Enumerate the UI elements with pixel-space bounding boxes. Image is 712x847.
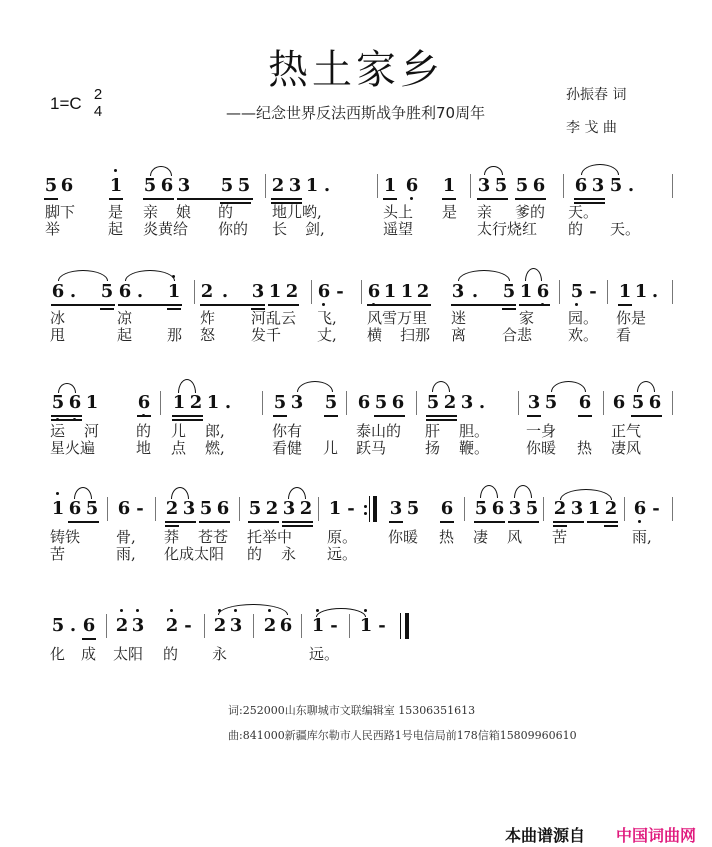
note: 5	[570, 282, 584, 302]
lyric: 一身	[526, 422, 557, 440]
lyric: 雨,	[632, 528, 652, 546]
lyricist-credit: 孙振春 词	[566, 87, 627, 103]
note: 6	[578, 392, 592, 413]
note: 6	[633, 499, 647, 519]
note: 5	[324, 392, 338, 413]
lyric: 看	[616, 326, 632, 344]
note: 6	[51, 281, 65, 302]
note: 1	[383, 175, 397, 196]
lyric: 那	[167, 326, 183, 344]
note: 6	[68, 393, 82, 413]
note: 2	[604, 498, 618, 519]
lyric: 丈,	[317, 326, 337, 344]
lyric: 跃马	[356, 439, 387, 457]
note: 5	[631, 392, 645, 413]
note: 2	[115, 616, 129, 636]
note: 6	[118, 281, 132, 302]
lyricist-address: 词:252000山东聊城市文联编辑室 15306351613	[228, 704, 476, 717]
lyric: 天。	[568, 203, 599, 221]
subtitle: ——纪念世界反法西斯战争胜利70周年	[226, 104, 486, 122]
lyric: 苍苍	[198, 528, 229, 546]
note: 5	[426, 392, 440, 413]
lyric: 太行烧红	[477, 220, 538, 238]
dot: .	[471, 281, 479, 302]
lyric: 河乱云	[251, 309, 297, 327]
dash: -	[330, 615, 338, 636]
dash: -	[136, 498, 144, 519]
note: 2	[299, 498, 313, 519]
lyric: 风	[507, 528, 523, 546]
note: 5	[51, 615, 65, 636]
lyric: 你是	[616, 309, 647, 327]
note: 1	[311, 616, 325, 636]
lyric: 怒	[200, 326, 216, 344]
note: 1	[51, 499, 65, 519]
note: 6	[367, 282, 381, 302]
lyric: 热	[439, 528, 455, 546]
lyric: 凄风	[611, 439, 642, 457]
note: 3	[477, 175, 491, 196]
lyric: 风雪万里	[367, 309, 428, 327]
note: 5	[609, 175, 623, 196]
lyric: 远。	[327, 545, 358, 563]
lyric: 的	[568, 220, 584, 238]
lyric: 永	[281, 545, 297, 563]
lyric: 冰	[50, 309, 66, 327]
note: 6	[60, 175, 74, 196]
lyric: 泰山的	[356, 422, 402, 440]
composer-address: 曲:841000新疆库尔勒市人民西路1号电信局前178信箱15809960610	[228, 729, 577, 742]
lyric: 家	[519, 309, 535, 327]
note: 1	[400, 281, 414, 302]
note: 5	[248, 498, 262, 519]
note: 2	[213, 616, 227, 636]
note: 6	[491, 498, 505, 519]
note: 2	[553, 498, 567, 519]
note: 1	[519, 281, 533, 302]
note: 6	[117, 498, 131, 519]
lyric: 娘	[176, 203, 192, 221]
lyric: 飞,	[317, 309, 337, 327]
lyric: 天。	[610, 220, 641, 238]
lyric: 欢。	[568, 326, 599, 344]
lyric: 星火遍	[50, 439, 96, 457]
lyric: 凄	[473, 528, 489, 546]
note: 3	[451, 281, 465, 302]
note: 5	[502, 281, 516, 302]
note: 3	[389, 498, 403, 519]
lyric: 迷	[451, 309, 467, 327]
lyric: 地儿哟,	[272, 203, 322, 221]
dot: .	[69, 281, 77, 302]
note: 3	[251, 281, 265, 302]
note: 1	[268, 281, 282, 302]
note: 5	[51, 393, 65, 413]
note: 3	[177, 175, 191, 196]
lyric: 凉	[117, 309, 133, 327]
note: 3	[460, 392, 474, 413]
note: 3	[182, 498, 196, 519]
note: 6	[536, 282, 550, 302]
dot: .	[224, 392, 232, 413]
note: 5	[273, 392, 287, 413]
note: 5	[100, 281, 114, 302]
note: 3	[282, 498, 296, 519]
dot: .	[627, 175, 635, 196]
lyric: 儿	[171, 422, 187, 440]
dash: -	[336, 281, 344, 302]
note: 6	[440, 498, 454, 519]
note: 2	[165, 498, 179, 519]
note: 1	[109, 176, 123, 196]
note: 3	[508, 498, 522, 519]
lyric: 成	[81, 645, 97, 663]
note: 3	[527, 392, 541, 413]
note: 6	[612, 392, 626, 413]
source-site-link[interactable]: 中国词曲网	[616, 826, 697, 845]
note: 6	[357, 392, 371, 413]
note: 6	[279, 615, 293, 636]
note: 6	[82, 615, 96, 636]
note: 1	[85, 392, 99, 413]
lyric: 苦	[50, 545, 66, 563]
lyric: 热	[577, 439, 593, 457]
lyric: 甩	[50, 326, 66, 344]
note: 2	[265, 498, 279, 519]
lyric: 苦	[552, 528, 568, 546]
note: 1	[305, 175, 319, 196]
lyric: 化成太阳	[164, 545, 225, 563]
lyric: 原。	[327, 528, 358, 546]
note: 5	[494, 175, 508, 196]
lyric: 亲	[143, 203, 159, 221]
lyric: 合悲	[502, 326, 533, 344]
note: 2	[443, 392, 457, 413]
lyric: 头上	[383, 203, 414, 221]
dot: .	[478, 392, 486, 413]
lyric: 的	[163, 645, 179, 663]
lyric: 河	[84, 422, 100, 440]
song-title: 热土家乡	[268, 47, 444, 93]
lyric: 你的	[218, 220, 249, 238]
note: 1	[634, 281, 648, 302]
lyric: 扫那	[400, 326, 431, 344]
note: 2	[263, 616, 277, 636]
time-signature	[92, 86, 104, 120]
note: 5	[44, 175, 58, 196]
note: 2	[189, 392, 203, 413]
lyric: 化	[50, 645, 66, 663]
lyric: 你暖	[526, 439, 557, 457]
note: 5	[525, 498, 539, 519]
lyric: 鞭。	[459, 439, 490, 457]
lyric: 点	[171, 439, 187, 457]
note: 6	[405, 176, 419, 196]
lyric: 举	[45, 220, 61, 238]
note: 5	[374, 392, 388, 413]
note: 2	[200, 281, 214, 302]
note: 6	[160, 175, 174, 196]
note: 1	[359, 616, 373, 636]
note: 5	[220, 175, 234, 196]
note: 1	[206, 392, 220, 413]
note: 6	[574, 175, 588, 196]
note: 5	[85, 498, 99, 519]
lyric: 看健	[272, 439, 303, 457]
lyric: 亲	[477, 203, 493, 221]
lyric: 运	[50, 422, 66, 440]
lyric: 遥望	[383, 220, 414, 238]
lyric: 远。	[309, 645, 340, 663]
lyric: 的	[247, 545, 263, 563]
dot: .	[136, 281, 144, 302]
note: 6	[391, 392, 405, 413]
source-label: 本曲谱源自	[505, 826, 586, 845]
note: 6	[532, 175, 546, 196]
time-signature-top: 2	[93, 86, 103, 103]
lyric: 起	[117, 326, 133, 344]
note: 6	[317, 282, 331, 302]
note: 5	[237, 175, 251, 196]
dash: -	[652, 498, 660, 519]
dash: -	[184, 615, 192, 636]
lyric: 的	[136, 422, 152, 440]
lyric: 剑,	[305, 220, 325, 238]
note: 1	[618, 281, 632, 302]
note: 5	[199, 498, 213, 519]
note: 1	[172, 392, 186, 413]
note: 5	[474, 498, 488, 519]
dash: -	[347, 498, 355, 519]
note: 3	[288, 175, 302, 196]
note: 1	[167, 282, 181, 302]
dash: -	[589, 281, 597, 302]
lyric: 正气	[611, 422, 642, 440]
lyric: 太阳	[113, 645, 144, 663]
note: 2	[271, 175, 285, 196]
lyric: 托举中	[247, 528, 293, 546]
note: 5	[515, 175, 529, 196]
note: 6	[137, 393, 151, 413]
lyric: 长	[272, 220, 288, 238]
lyric: 燃,	[205, 439, 225, 457]
lyric: 园。	[568, 309, 599, 327]
note: 2	[285, 281, 299, 302]
lyric: 铸铁	[50, 528, 81, 546]
key-signature: 1=C	[50, 94, 82, 113]
dash: -	[378, 615, 386, 636]
dot: .	[69, 615, 77, 636]
note: 1	[587, 498, 601, 519]
dot: .	[221, 281, 229, 302]
lyric: 的	[218, 203, 234, 221]
lyric: 扬	[425, 439, 441, 457]
lyric: 离	[451, 326, 467, 344]
lyric: 是	[442, 203, 458, 221]
note: 6	[68, 498, 82, 519]
lyric: 发千	[251, 326, 282, 344]
composer-credit: 李 戈 曲	[566, 120, 617, 136]
dot: .	[323, 175, 331, 196]
lyric: 胆。	[459, 422, 490, 440]
lyric: 炸	[200, 309, 216, 327]
note: 3	[229, 616, 243, 636]
lyric: 你暖	[388, 528, 419, 546]
note: 3	[570, 498, 584, 519]
note: 3	[131, 616, 145, 636]
lyric: 横	[367, 326, 383, 344]
time-signature-bottom: 4	[93, 103, 103, 120]
lyric: 儿	[323, 439, 339, 457]
note: 6	[216, 498, 230, 519]
note: 6	[648, 392, 662, 413]
lyric: 地	[136, 439, 152, 457]
lyric: 爹的	[515, 203, 546, 221]
lyric: 永	[212, 645, 228, 663]
lyric: 炎黄给	[143, 220, 189, 238]
lyric: 雨,	[116, 545, 136, 563]
note: 3	[591, 175, 605, 196]
lyric: 是	[108, 203, 124, 221]
note: 1	[328, 498, 342, 519]
note: 1	[442, 175, 456, 196]
lyric: 你有	[272, 422, 303, 440]
lyric: 莽	[164, 528, 180, 546]
note: 2	[416, 281, 430, 302]
note: 5	[143, 175, 157, 196]
note: 5	[406, 498, 420, 519]
note: 3	[290, 392, 304, 413]
note: 2	[165, 616, 179, 636]
lyric: 肝	[425, 422, 441, 440]
lyric: 起	[108, 220, 124, 238]
note: 1	[383, 281, 397, 302]
lyric: 脚下	[45, 203, 76, 221]
lyric: 骨,	[116, 528, 136, 546]
note: 5	[544, 392, 558, 413]
dot: .	[651, 281, 659, 302]
lyric: 郎,	[205, 422, 225, 440]
